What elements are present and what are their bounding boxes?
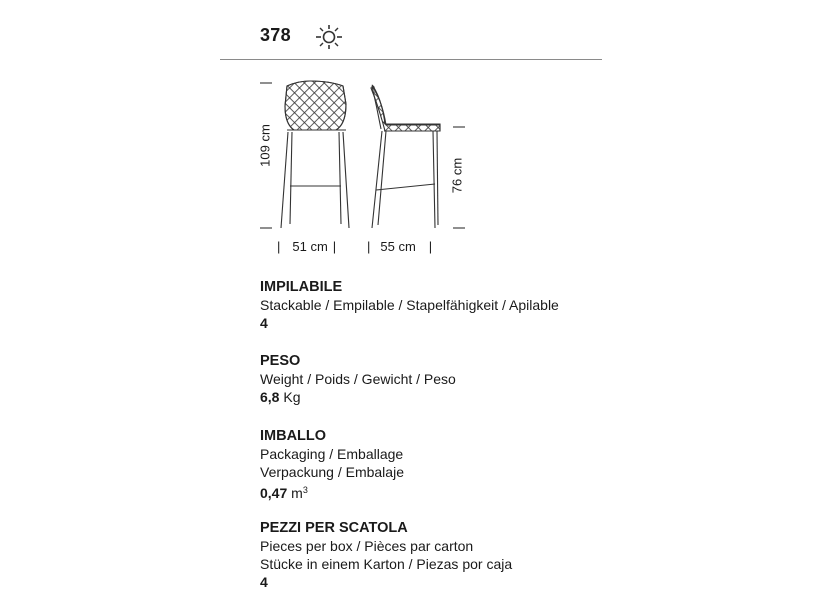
packaging-section [260,427,404,502]
weight-unit: Kg [283,389,301,405]
stackable-title: IMPILABILE [260,279,343,295]
packaging-title: IMBALLO [260,428,327,444]
width-dimension: | 51 cm | [277,239,337,254]
depth-dimension: | 55 cm | [367,239,433,254]
weight-title: PESO [260,353,301,369]
depth-label: 55 cm [380,239,416,254]
packaging-description-2: Verpackung / Embalaje [260,464,404,480]
stackable-section [260,278,559,332]
pieces-description-2: Stücke in einem Karton / Piezas por caja [260,556,513,572]
sun-icon [314,24,344,50]
stool-drawing [250,78,480,260]
side-view [371,85,440,228]
weight-description: Weight / Poids / Gewicht / Peso [260,371,456,387]
packaging-unit-sup: 3 [302,485,308,495]
weight-value: 6,8 [260,389,280,405]
front-view [281,81,349,228]
pieces-section [260,519,512,591]
stackable-description: Stackable / Empilable / Stapelfähigkeit / Apilable [260,297,559,313]
product-code: 378 [260,25,291,45]
width-label: 51 cm [292,239,328,254]
packaging-description-1: Packaging / Emballage [260,446,404,462]
stackable-value: 4 [260,315,268,331]
packaging-value: 0,47 [260,485,288,501]
packaging-unit: m [291,485,303,501]
weight-section [260,352,456,406]
seat-height-label: 76 cm [449,157,465,194]
pieces-value: 4 [260,574,268,590]
pieces-description-1: Pieces per box / Pièces par carton [260,538,474,554]
total-height-label: 109 cm [257,124,273,167]
pieces-title: PEZZI PER SCATOLA [260,520,408,536]
header-divider [220,59,602,60]
